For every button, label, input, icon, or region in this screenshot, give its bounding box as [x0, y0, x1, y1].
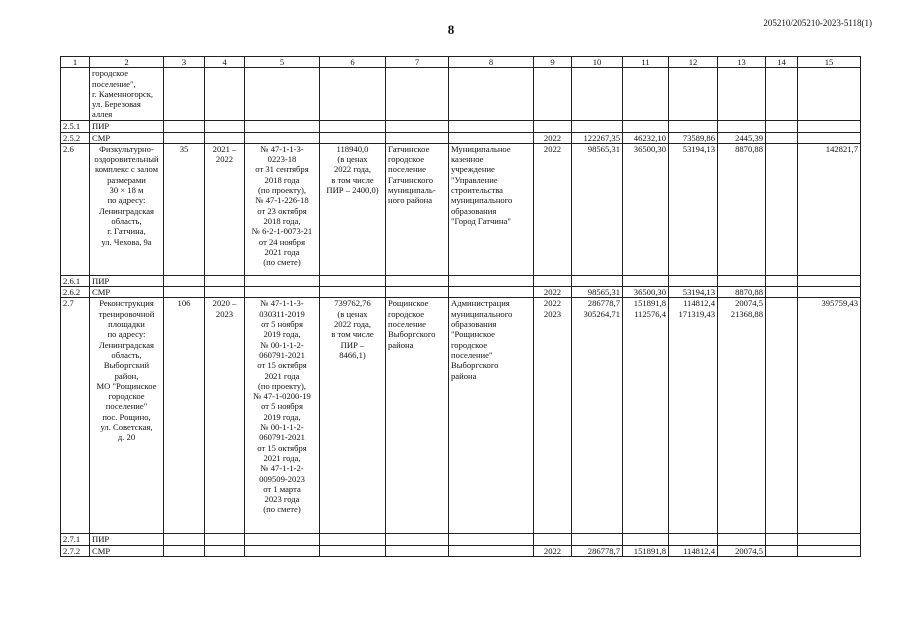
value-cell: 8870,88 [718, 287, 766, 298]
customer-cell: Администрация муниципального образования "Рощинское городское поселение" Выборгского района [449, 298, 534, 534]
value-cell: 98565,31 [572, 287, 623, 298]
row-number: 2.7.2 [61, 545, 90, 556]
row-label: ПИР [90, 534, 164, 545]
value-cell: 151891,8 112576,4 [623, 298, 669, 534]
value-cell: 20074,5 [718, 545, 766, 556]
municipality-cell: Гатчинское городское поселение Гатчинского муниципаль- ного района [386, 143, 449, 275]
column-header: 7 [386, 57, 449, 68]
row-label: ПИР [90, 121, 164, 132]
column-header: 1 [61, 57, 90, 68]
column-header: 2 [90, 57, 164, 68]
total-cell: 142821,7 [798, 143, 861, 275]
row-number: 2.7 [61, 298, 90, 534]
row-number: 2.6 [61, 143, 90, 275]
object-name-continued: городское поселение", г. Каменногорск, ул. Березовая аллея [90, 68, 164, 121]
column-header: 6 [320, 57, 386, 68]
row-label: СМР [90, 132, 164, 143]
value-cell: 114812,4 [669, 545, 718, 556]
table-row [61, 545, 861, 556]
row-number: 2.5.1 [61, 121, 90, 132]
year-cell: 2022 2023 [534, 298, 572, 534]
table-row-object-2-7 [61, 298, 861, 534]
column-header: 4 [205, 57, 245, 68]
value-cell: 53194,13 [669, 143, 718, 275]
cost-cell: 118940,0 (в ценах 2022 года, в том числе ПИР – 2400,0) [320, 143, 386, 275]
column-header: 9 [534, 57, 572, 68]
value-cell: 151891,8 [623, 545, 669, 556]
row-number: 2.6.1 [61, 275, 90, 286]
value-cell: 98565,31 [572, 143, 623, 275]
value-cell: 46232,10 [623, 132, 669, 143]
period-cell: 2020 – 2023 [205, 298, 245, 534]
value-cell: 73589,86 [669, 132, 718, 143]
table-row [61, 132, 861, 143]
row-label: ПИР [90, 275, 164, 286]
table-row [61, 534, 861, 545]
expertise-cell: № 47-1-1-3- 030311-2019 от 5 ноября 2019 года, № 00-1-1-2- 060791-2021 от 15 октября 2021 года (по проекту), № 47-1-0200-19 от 5 ноября 2019 года, № 00-1-1-2- 060791-2021 от 15 октября 2021 года, № 47-1-1-2- 009509-2023 от 1 марта 2023 года (по смете) [245, 298, 320, 534]
column-header: 3 [164, 57, 205, 68]
capacity-cell: 35 [164, 143, 205, 275]
value-cell: 122267,35 [572, 132, 623, 143]
municipality-cell: Рощинское городское поселение Выборгского района [386, 298, 449, 534]
period-cell: 2021 – 2022 [205, 143, 245, 275]
value-cell: 286778,7 [572, 545, 623, 556]
expertise-cell: № 47-1-1-3- 0223-18 от 31 сентября 2018 года (по проекту), № 47-1-226-18 от 23 октября 2018 года, № 6-2-1-0073-21 от 24 ноября 2021 года (по смете) [245, 143, 320, 275]
table-row [61, 275, 861, 286]
customer-cell: Муниципальное казенное учреждение "Управление строительства муниципального образования "Город Гатчина" [449, 143, 534, 275]
year-cell: 2022 [534, 132, 572, 143]
column-header: 13 [718, 57, 766, 68]
table-row [61, 287, 861, 298]
table-row-continuation [61, 68, 861, 121]
value-cell: 36500,30 [623, 143, 669, 275]
value-cell: 36500,30 [623, 287, 669, 298]
value-cell: 53194,13 [669, 287, 718, 298]
row-number: 2.7.1 [61, 534, 90, 545]
column-header: 10 [572, 57, 623, 68]
year-cell: 2022 [534, 287, 572, 298]
value-cell: 2445,39 [718, 132, 766, 143]
table-header-row [61, 57, 861, 68]
column-header: 14 [766, 57, 798, 68]
object-name: Реконструкция тренировочной площадки по адресу: Ленинградская область, Выборгский район, МО "Рощинское городское поселение" пос. Рощино, ул. Советская, д. 20 [90, 298, 164, 534]
column-header: 15 [798, 57, 861, 68]
page-number: 8 [447, 22, 455, 37]
data-table [60, 56, 861, 557]
cost-cell: 739762,76 (в ценах 2022 года, в том числе ПИР – 8466,1) [320, 298, 386, 534]
year-cell: 2022 [534, 545, 572, 556]
value-cell: 114812,4 171319,43 [669, 298, 718, 534]
column-header: 11 [623, 57, 669, 68]
table-row [61, 121, 861, 132]
table-row-object-2-6 [61, 143, 861, 275]
value-cell: 20074,5 21368,88 [718, 298, 766, 534]
column-header: 8 [449, 57, 534, 68]
row-label: СМР [90, 545, 164, 556]
value-cell: 8870,88 [718, 143, 766, 275]
value-cell: 286778,7 305264,71 [572, 298, 623, 534]
column-header: 12 [669, 57, 718, 68]
document-code: 205210/205210-2023-5118(1) [763, 18, 872, 28]
year-cell: 2022 [534, 143, 572, 275]
object-name: Физкультурно- оздоровительный комплекс с залом размерами 30 × 18 м по адресу: Ленинградская область, г. Гатчина, ул. Чехова, 9а [90, 143, 164, 275]
total-cell: 395759,43 [798, 298, 861, 534]
row-label: СМР [90, 287, 164, 298]
capacity-cell: 106 [164, 298, 205, 534]
row-number: 2.6.2 [61, 287, 90, 298]
row-number: 2.5.2 [61, 132, 90, 143]
column-header: 5 [245, 57, 320, 68]
